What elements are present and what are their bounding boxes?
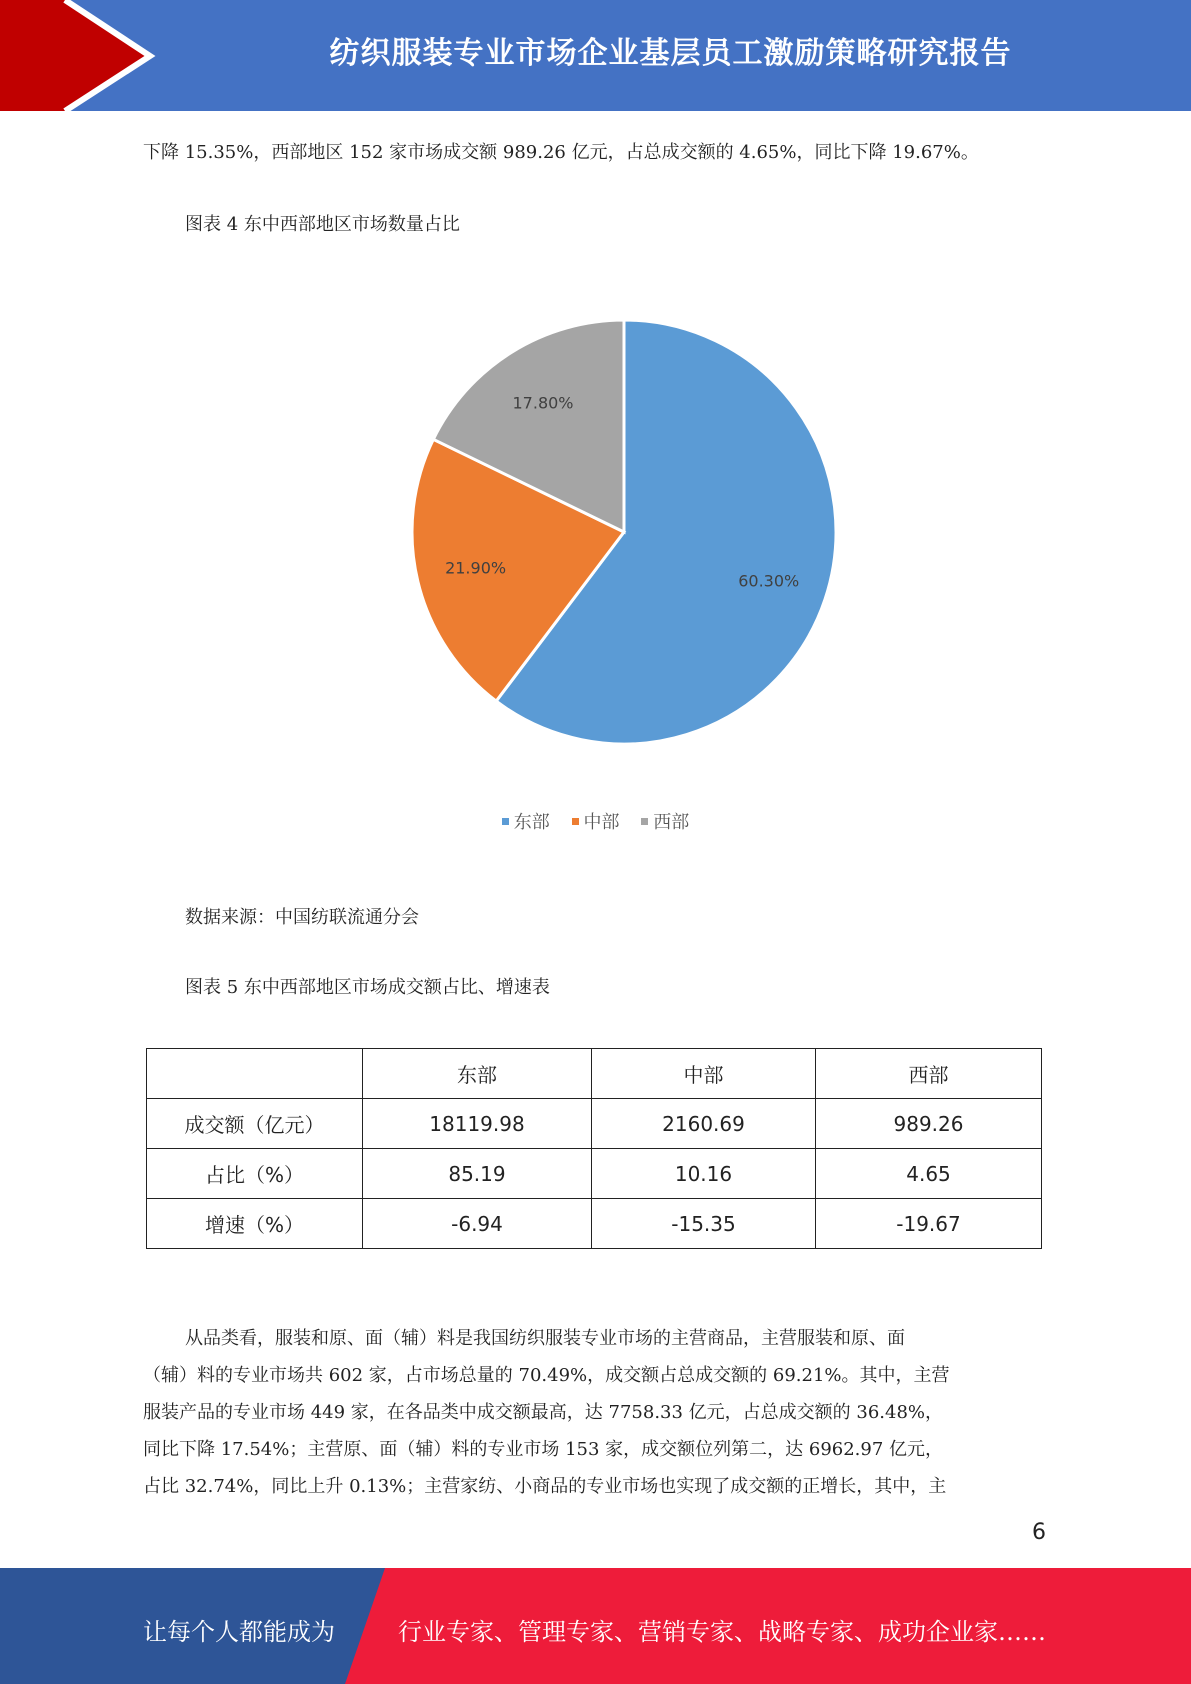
legend-item-central (572, 808, 620, 834)
legend-item-west (641, 808, 689, 834)
table-cell: -6.94 (363, 1199, 592, 1249)
page-number: 6 (1032, 1520, 1046, 1545)
legend-label: 东部 (513, 812, 550, 833)
table-header-row (147, 1049, 1042, 1099)
table-cell: 10.16 (592, 1149, 816, 1199)
table-header-cell (147, 1049, 363, 1099)
table-row (147, 1199, 1042, 1249)
pie-label-central: 21.90% (445, 558, 507, 578)
table-row (147, 1099, 1042, 1149)
header-arrow-decoration (0, 0, 160, 111)
paragraph-line: （辅）料的专业市场共 602 家，占市场总量的 70.49%，成交额占总成交额的 69.21%。其中，主营 (143, 1365, 950, 1386)
pie-chart (0, 260, 1191, 820)
paragraph-line: 从品类看，服装和原、面（辅）料是我国纺织服装专业市场的主营商品，主营服装和原、面 (185, 1328, 905, 1349)
data-source: 数据来源：中国纺联流通分会 (185, 907, 419, 928)
page-header (0, 0, 1191, 111)
table-cell: 85.19 (363, 1149, 592, 1199)
paragraph-line: 同比下降 17.54%；主营原、面（辅）料的专业市场 153 家，成交额位列第二，达 6962.97 亿元， (143, 1439, 944, 1460)
table-cell: 占比（%） (147, 1149, 363, 1199)
report-title: 纺织服装专业市场企业基层员工激励策略研究报告 (329, 36, 1012, 71)
table-header-cell: 西部 (816, 1049, 1042, 1099)
body-paragraph (143, 1320, 1053, 1505)
legend-swatch (641, 818, 648, 825)
intro-text: 下降 15.35%，西部地区 152 家市场成交额 989.26 亿元，占总成交额的 4.65%，同比下降 19.67%。 (143, 142, 979, 163)
table-cell: -19.67 (816, 1199, 1042, 1249)
market-table (146, 1048, 1042, 1249)
legend-swatch (502, 818, 509, 825)
table-cell: -15.35 (592, 1199, 816, 1249)
pie-legend (0, 808, 1191, 834)
legend-swatch (572, 818, 579, 825)
table-cell: 2160.69 (592, 1099, 816, 1149)
figure5-caption: 图表 5 东中西部地区市场成交额占比、增速表 (185, 977, 550, 998)
legend-item-east (502, 808, 550, 834)
table-cell: 增速（%） (147, 1199, 363, 1249)
table-cell: 成交额（亿元） (147, 1099, 363, 1149)
pie-label-east: 60.30% (738, 571, 800, 591)
table-row (147, 1149, 1042, 1199)
table-cell: 989.26 (816, 1099, 1042, 1149)
table-header-cell: 东部 (363, 1049, 592, 1099)
paragraph-line: 服装产品的专业市场 449 家，在各品类中成交额最高，达 7758.33 亿元，占总成交额的 36.48%， (143, 1402, 944, 1423)
paragraph-line: 占比 32.74%，同比上升 0.13%；主营家纺、小商品的专业市场也实现了成交额的正增长，其中，主 (143, 1476, 947, 1497)
figure4-caption: 图表 4 东中西部地区市场数量占比 (185, 214, 460, 235)
table-cell: 4.65 (816, 1149, 1042, 1199)
table-cell: 18119.98 (363, 1099, 592, 1149)
footer-slogan-right: 行业专家、管理专家、营销专家、战略专家、成功企业家…… (398, 1618, 1046, 1646)
footer-slogan-left: 让每个人都能成为 (143, 1618, 335, 1646)
pie-label-west: 17.80% (512, 393, 574, 413)
table-header-cell: 中部 (592, 1049, 816, 1099)
legend-label: 中部 (583, 812, 620, 833)
legend-label: 西部 (653, 812, 690, 833)
